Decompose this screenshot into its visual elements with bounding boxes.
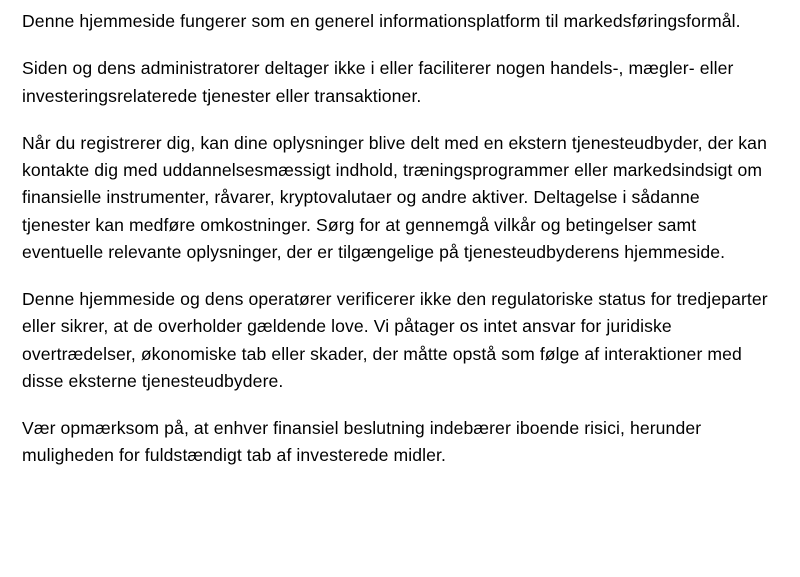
paragraph-4: Denne hjemmeside og dens operatører verificerer ikke den regulatoriske status for tredjeparter eller sikrer, at de overholder gældende love. Vi påtager os intet ansvar for juridiske overtrædelser, økonomiske tab eller skader, der måtte opstå som følge af interaktioner med disse eksterne tjenesteudbydere. [22, 289, 768, 391]
paragraph-2: Siden og dens administratorer deltager ikke i eller faciliterer nogen handels-, mægler- eller investeringsrelaterede tjenester eller transaktioner. [22, 58, 734, 106]
paragraph-3: Når du registrerer dig, kan dine oplysninger blive delt med en ekstern tjenesteudbyder, der kan kontakte dig med uddannelsesmæssigt indhold, træningsprogrammer eller markedsindsigt om finansielle instrumenter, råvarer, kryptovalutaer og andre aktiver. Deltagelse i sådanne tjenester kan medføre omkostninger. Sørg for at gennemgå vilkår og betingelser samt eventuelle relevante oplysninger, der er tilgængelige på tjenesteudbyderens hjemmeside. [22, 132, 767, 262]
paragraph-1: Denne hjemmeside fungerer som en generel informationsplatform til markedsføringsformål. [22, 11, 741, 31]
paragraph-5: Vær opmærksom på, at enhver finansiel beslutning indebærer iboende risici, herunder muligheden for fuldstændigt tab af investerede midler. [22, 418, 702, 466]
disclaimer-text-block [22, 8, 772, 470]
